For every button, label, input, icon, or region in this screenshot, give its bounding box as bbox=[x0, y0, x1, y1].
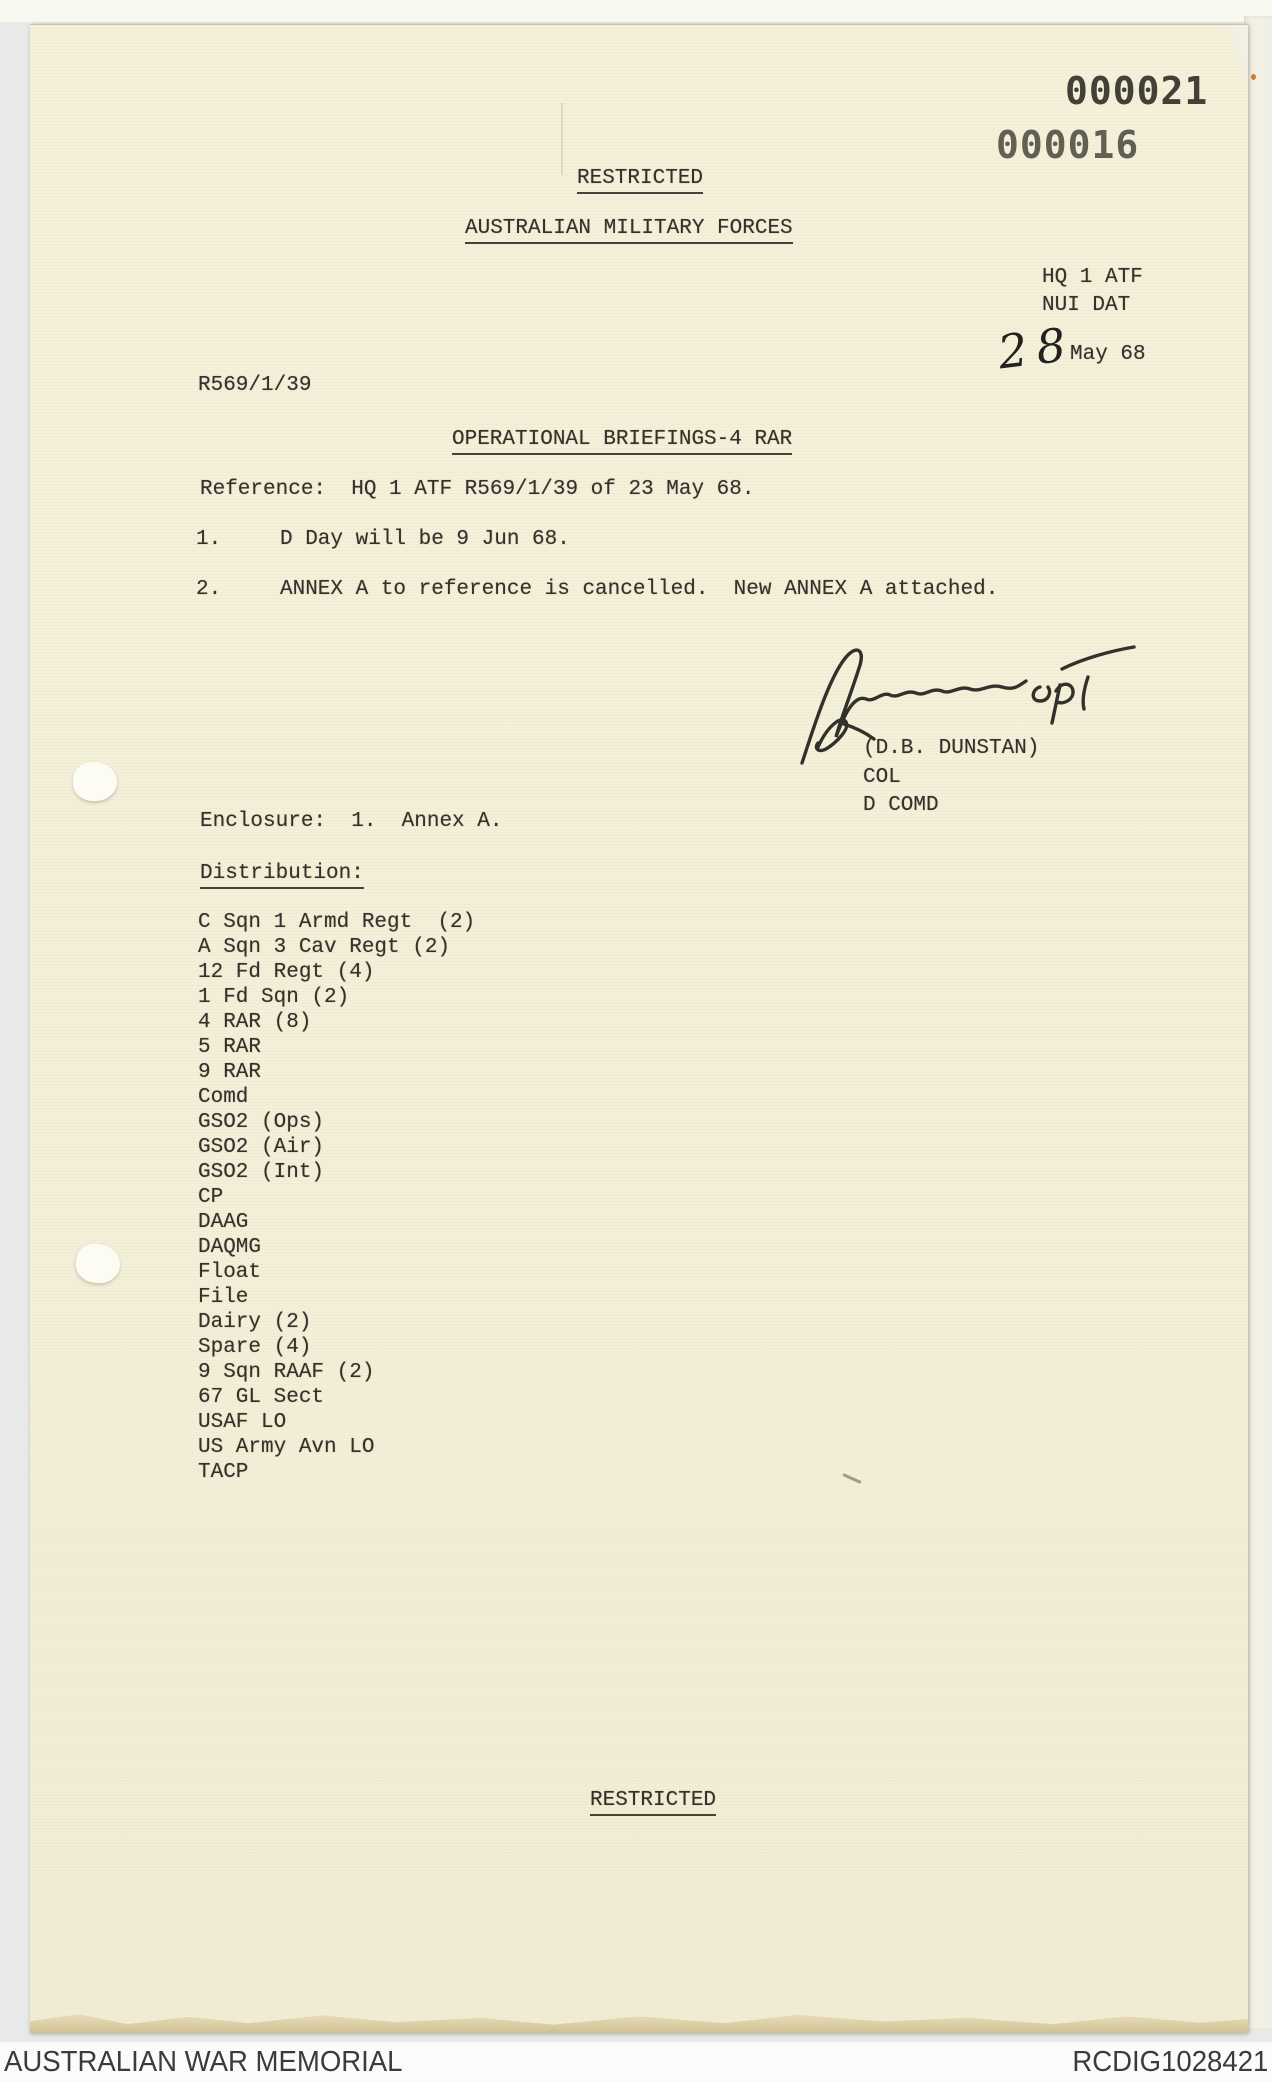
classification-header: RESTRICTED bbox=[577, 166, 703, 194]
distribution-item: 9 RAR bbox=[198, 1061, 262, 1084]
archive-name: AUSTRALIAN WAR MEMORIAL bbox=[4, 2045, 403, 2078]
signatory-appointment: D COMD bbox=[863, 794, 939, 817]
signature-handwriting bbox=[790, 625, 1150, 785]
page-number-stamp: 000021 bbox=[1065, 69, 1209, 113]
distribution-item: Spare (4) bbox=[198, 1336, 312, 1359]
page-torn-bottom-edge bbox=[30, 2007, 1248, 2033]
distribution-item: 4 RAR (8) bbox=[198, 1011, 312, 1034]
distribution-list bbox=[198, 910, 475, 1485]
distribution-item: C Sqn 1 Armd Regt (2) bbox=[198, 911, 476, 934]
punch-hole bbox=[73, 762, 117, 801]
punch-hole bbox=[74, 1241, 123, 1286]
subject-title: OPERATIONAL BRIEFINGS-4 RAR bbox=[452, 427, 792, 455]
signatory-rank: COL bbox=[863, 766, 901, 789]
distribution-item: A Sqn 3 Cav Regt (2) bbox=[198, 936, 451, 959]
distribution-item: TACP bbox=[198, 1461, 249, 1484]
reference-line: Reference: HQ 1 ATF R569/1/39 of 23 May 68. bbox=[200, 478, 755, 501]
distribution-item: 5 RAR bbox=[198, 1036, 262, 1059]
pencil-mark bbox=[842, 1473, 861, 1484]
distribution-item: 67 GL Sect bbox=[198, 1386, 325, 1409]
distribution-item: US Army Avn LO bbox=[198, 1436, 375, 1459]
page-number-stamp: 000016 bbox=[996, 123, 1140, 167]
paper-speck bbox=[1251, 74, 1256, 80]
page-corner-cut bbox=[1228, 25, 1248, 83]
archive-id: RCDIG1028421 bbox=[1071, 2045, 1268, 2078]
unit-hq-line: HQ 1 ATF bbox=[1042, 266, 1143, 289]
paragraph-number: 1. bbox=[196, 528, 222, 551]
file-reference: R569/1/39 bbox=[198, 374, 312, 397]
distribution-heading: Distribution: bbox=[200, 861, 364, 889]
distribution-item: DAQMG bbox=[198, 1236, 262, 1259]
underlying-page-edge bbox=[1244, 16, 1272, 2030]
handwritten-day: 28 bbox=[994, 316, 1078, 380]
classification-footer: RESTRICTED bbox=[590, 1788, 716, 1816]
distribution-item: CP bbox=[198, 1186, 224, 1209]
paragraph-text: ANNEX A to reference is cancelled. New ANNEX A attached. bbox=[280, 578, 999, 601]
distribution-item: 12 Fd Regt (4) bbox=[198, 961, 375, 984]
distribution-item: File bbox=[198, 1286, 249, 1309]
distribution-item: GSO2 (Ops) bbox=[198, 1111, 325, 1134]
document-page bbox=[30, 24, 1248, 2033]
unit-location-line: NUI DAT bbox=[1042, 294, 1131, 317]
distribution-item: Dairy (2) bbox=[198, 1311, 312, 1334]
distribution-item: Float bbox=[198, 1261, 262, 1284]
paragraph-text: D Day will be 9 Jun 68. bbox=[280, 528, 570, 551]
distribution-item: GSO2 (Air) bbox=[198, 1136, 325, 1159]
enclosure-line: Enclosure: 1. Annex A. bbox=[200, 810, 503, 833]
distribution-item: 9 Sqn RAAF (2) bbox=[198, 1361, 375, 1384]
org-title: AUSTRALIAN MILITARY FORCES bbox=[465, 216, 793, 244]
distribution-item: DAAG bbox=[198, 1211, 249, 1234]
typed-month-year: May 68 bbox=[1070, 343, 1146, 366]
archive-caption-bar bbox=[0, 2042, 1272, 2082]
scan-top-edge bbox=[0, 0, 1272, 22]
distribution-item: GSO2 (Int) bbox=[198, 1161, 325, 1184]
distribution-item: Comd bbox=[198, 1086, 249, 1109]
signatory-name: (D.B. DUNSTAN) bbox=[863, 737, 1040, 760]
paragraph-number: 2. bbox=[196, 578, 222, 601]
distribution-item: USAF LO bbox=[198, 1411, 287, 1434]
paper-crease bbox=[561, 103, 563, 175]
distribution-item: 1 Fd Sqn (2) bbox=[198, 986, 350, 1009]
